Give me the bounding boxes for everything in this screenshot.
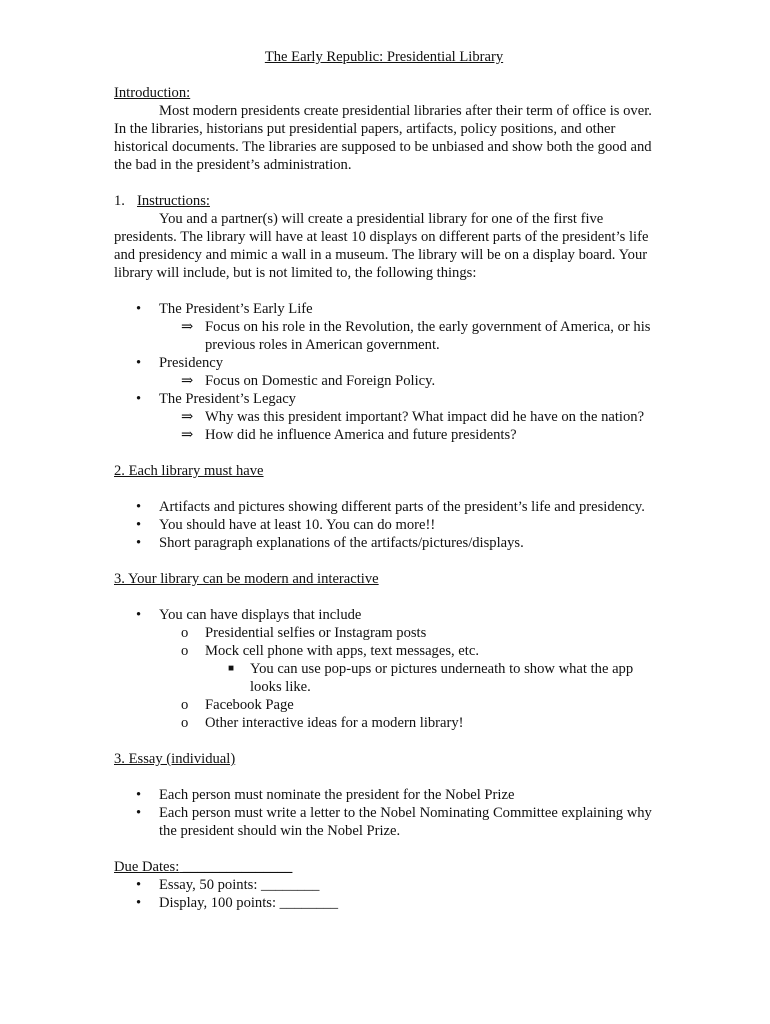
bullet-icon: • bbox=[136, 301, 142, 317]
square-bullet-icon: ■ bbox=[228, 663, 235, 674]
bullet-icon: • bbox=[136, 355, 142, 371]
list-item-text: Display, 100 points: ________ bbox=[159, 895, 339, 911]
list-item-text: You should have at least 10. You can do more!! bbox=[159, 517, 436, 533]
essay-list bbox=[114, 786, 654, 840]
list-item bbox=[114, 372, 654, 390]
list-item bbox=[114, 804, 654, 840]
page-title: The Early Republic: Presidential Library bbox=[264, 49, 504, 65]
list-item-text: Each person must write a letter to the Nobel Nominating Committee explaining why the president should win the Nobel Prize. bbox=[159, 805, 652, 839]
list-item-text: Facebook Page bbox=[205, 697, 294, 713]
list-item bbox=[114, 516, 654, 534]
requirements-list bbox=[114, 498, 654, 552]
list-item bbox=[114, 498, 654, 516]
list-item-text: Presidential selfies or Instagram posts bbox=[205, 625, 427, 641]
list-item-text: Essay, 50 points: ________ bbox=[159, 877, 320, 893]
modern-library-heading: 3. Your library can be modern and interactive bbox=[114, 571, 379, 587]
due-dates-label: Due Dates: bbox=[114, 859, 180, 875]
list-item-text: Artifacts and pictures showing different parts of the president’s life and presidency. bbox=[159, 499, 645, 515]
list-item bbox=[114, 300, 654, 318]
library-requirements-heading: 2. Each library must have bbox=[114, 463, 264, 479]
arrow-right-icon: ⇒ bbox=[181, 427, 194, 443]
bullet-icon: • bbox=[136, 535, 142, 551]
list-item bbox=[114, 786, 654, 804]
bullet-icon: • bbox=[136, 895, 142, 911]
list-item bbox=[114, 696, 654, 714]
bullet-icon: • bbox=[136, 805, 142, 821]
modern-list bbox=[114, 606, 654, 732]
list-item bbox=[114, 660, 654, 696]
due-dates-list bbox=[114, 876, 654, 912]
list-item-text: You can use pop-ups or pictures underneath to show what the app looks like. bbox=[250, 661, 634, 695]
essay-heading: 3. Essay (individual) bbox=[114, 751, 236, 767]
list-item bbox=[114, 408, 654, 426]
arrow-right-icon: ⇒ bbox=[181, 409, 194, 425]
list-item-text: Mock cell phone with apps, text messages, etc. bbox=[205, 643, 479, 659]
list-item-text: Focus on Domestic and Foreign Policy. bbox=[205, 373, 436, 389]
bullet-icon: • bbox=[136, 877, 142, 893]
list-item-text: Focus on his role in the Revolution, the early government of America, or his previous roles in American government. bbox=[205, 319, 651, 353]
intro-heading: Introduction: bbox=[114, 85, 191, 101]
list-item bbox=[114, 876, 654, 894]
instructions-heading-text: Instructions: bbox=[137, 193, 210, 209]
list-item bbox=[114, 534, 654, 552]
list-item-text: The President’s Early Life bbox=[159, 301, 313, 317]
list-item bbox=[114, 606, 654, 624]
bullet-icon: • bbox=[136, 391, 142, 407]
list-item-text: Short paragraph explanations of the artifacts/pictures/displays. bbox=[159, 535, 524, 551]
bullet-icon: • bbox=[136, 517, 142, 533]
list-item bbox=[114, 624, 654, 642]
bullet-icon: • bbox=[136, 607, 142, 623]
list-item-text: Each person must nominate the president for the Nobel Prize bbox=[159, 787, 515, 803]
list-item-text: Other interactive ideas for a modern library! bbox=[205, 715, 464, 731]
list-item-text: Why was this president important? What impact did he have on the nation? bbox=[205, 409, 645, 425]
document-page bbox=[114, 48, 654, 912]
arrow-right-icon: ⇒ bbox=[181, 373, 194, 389]
arrow-right-icon: ⇒ bbox=[181, 319, 194, 335]
due-dates-heading bbox=[114, 858, 654, 876]
instructions-list bbox=[114, 300, 654, 444]
list-item bbox=[114, 354, 654, 372]
list-item-text: You can have displays that include bbox=[159, 607, 362, 623]
list-item bbox=[114, 894, 654, 912]
section-number: 1. bbox=[114, 193, 125, 209]
due-dates-blank: _______________ bbox=[179, 859, 293, 875]
instructions-heading bbox=[114, 192, 654, 210]
list-item-text: The President’s Legacy bbox=[159, 391, 296, 407]
intro-paragraph: Most modern presidents create presidential libraries after their term of office is over. In the libraries, historians put presidential papers, artifacts, policy positions, and other historical documents. The libraries are supposed to be unbiased and show both the good and the bad in the president’s administration. bbox=[114, 103, 652, 173]
circle-bullet-icon: o bbox=[181, 715, 189, 731]
list-item bbox=[114, 642, 654, 660]
list-item bbox=[114, 390, 654, 408]
list-item-text: Presidency bbox=[159, 355, 224, 371]
list-item bbox=[114, 318, 654, 354]
circle-bullet-icon: o bbox=[181, 625, 189, 641]
list-item-text: How did he influence America and future presidents? bbox=[205, 427, 517, 443]
list-item bbox=[114, 714, 654, 732]
circle-bullet-icon: o bbox=[181, 697, 189, 713]
list-item bbox=[114, 426, 654, 444]
bullet-icon: • bbox=[136, 499, 142, 515]
circle-bullet-icon: o bbox=[181, 643, 189, 659]
bullet-icon: • bbox=[136, 787, 142, 803]
instructions-paragraph: You and a partner(s) will create a presidential library for one of the first five presidents. The library will have at least 10 displays on different parts of the president’s life and presidency and mimic a wall in a museum. The library will be on a display board. Your library will include, but is not limited to, the following things: bbox=[114, 211, 649, 281]
